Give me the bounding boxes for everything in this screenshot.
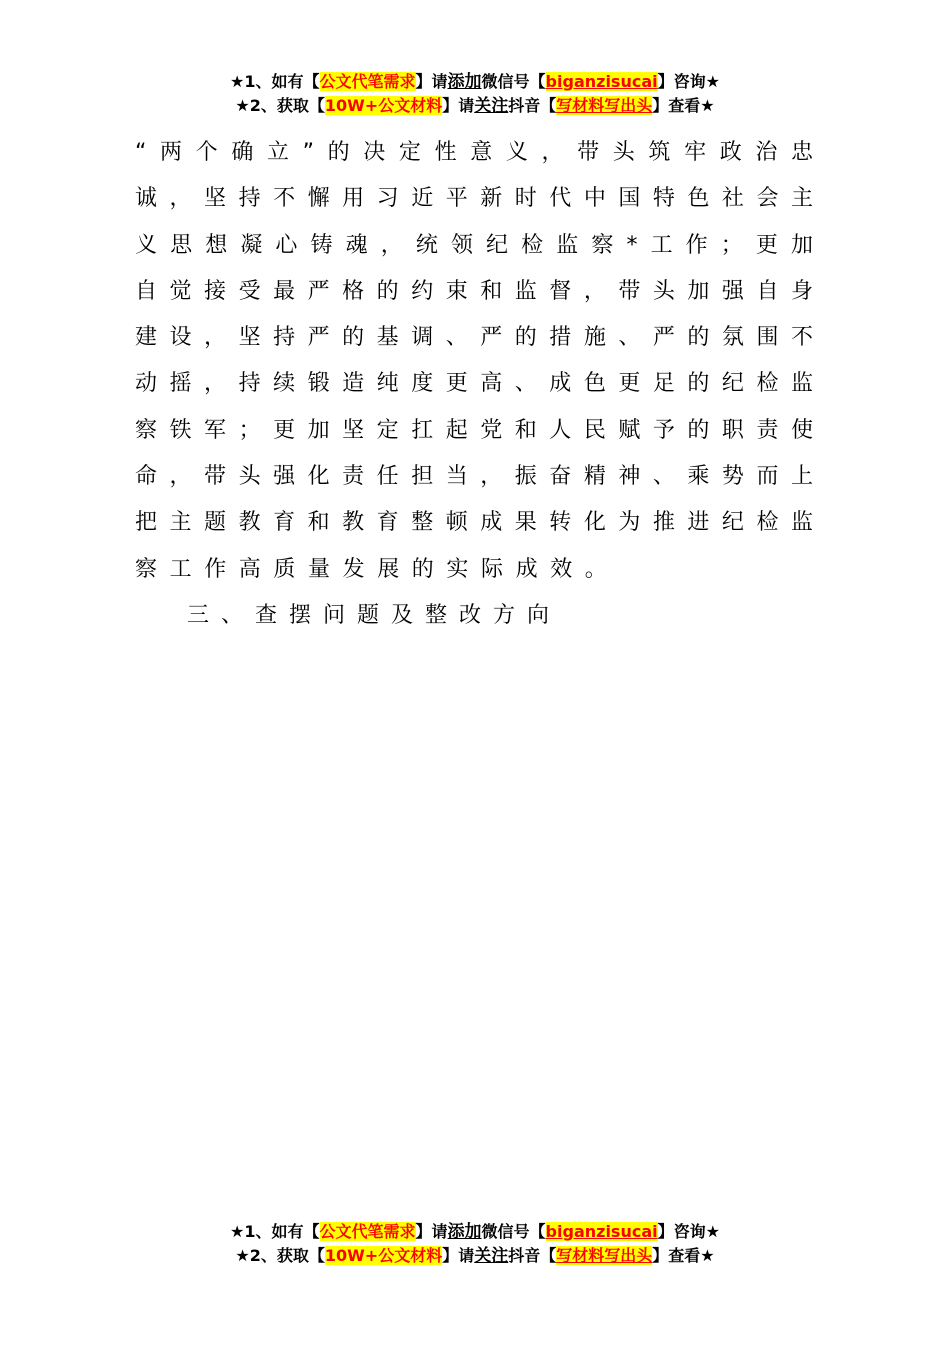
- paragraph-line: 察工作高质量发展的实际成效。: [135, 556, 620, 582]
- paragraph-line: 把主题教育和教育整顿成果转化为推进纪检监: [135, 510, 815, 536]
- banner-text: ★1、如有【: [230, 72, 320, 91]
- banner-text: 】请: [442, 1246, 475, 1265]
- banner-underline: 关注: [474, 96, 509, 116]
- banner-line-2: [0, 1244, 950, 1268]
- banner-underline: 添加: [447, 1222, 482, 1242]
- banner-text: 】请: [442, 96, 475, 115]
- paragraph-line: 察铁军；更加坚定扛起党和人民赋予的职责使: [135, 417, 815, 443]
- banner-text: 抖音【: [508, 96, 557, 115]
- paragraph-line: 义思想凝心铸魂，统领纪检监察*工作；更加: [135, 232, 815, 258]
- banner-text: ★1、如有【: [230, 1222, 320, 1241]
- document-body: [135, 130, 815, 639]
- banner-douyin-id: 写材料写出头: [556, 96, 653, 115]
- banner-line-2: [0, 94, 950, 118]
- paragraph-line: 命，带头强化责任担当，振奋精神、乘势而上: [135, 464, 815, 490]
- paragraph-line: 自觉接受最严格的约束和监督，带头加强自身: [135, 278, 815, 304]
- paragraph-line: 诚，坚持不懈用习近平新时代中国特色社会主: [135, 186, 815, 212]
- banner-underline: 关注: [474, 1246, 509, 1266]
- banner-text: 】咨询★: [657, 1222, 720, 1241]
- paragraph-line: 动摇，持续锻造纯度更高、成色更足的纪检监: [135, 371, 815, 397]
- banner-text: 】请: [415, 1222, 448, 1241]
- banner-wechat-id: biganzisucai: [545, 1222, 658, 1241]
- banner-highlight: 公文代笔需求: [319, 1222, 416, 1241]
- banner-line-1: [0, 70, 950, 94]
- banner-douyin-id: 写材料写出头: [556, 1246, 653, 1265]
- banner-highlight: 10W+公文材料: [324, 96, 443, 115]
- footer-banner: [0, 1220, 950, 1268]
- banner-text: ★2、获取【: [235, 96, 325, 115]
- header-banner: [0, 70, 950, 118]
- banner-wechat-id: biganzisucai: [545, 72, 658, 91]
- banner-text: 微信号【: [481, 1222, 546, 1241]
- banner-text: ★2、获取【: [235, 1246, 325, 1265]
- banner-highlight: 公文代笔需求: [319, 72, 416, 91]
- banner-text: 抖音【: [508, 1246, 557, 1265]
- paragraph-line: “两个确立”的决定性意义，带头筑牢政治忠: [135, 140, 815, 165]
- banner-text: 】咨询★: [657, 72, 720, 91]
- banner-text: 】请: [415, 72, 448, 91]
- banner-text: 】查看★: [652, 1246, 715, 1265]
- paragraph-line: 建设，坚持严的基调、严的措施、严的氛围不: [135, 325, 815, 351]
- banner-text: 微信号【: [481, 72, 546, 91]
- body-paragraph: [135, 130, 815, 593]
- banner-text: 】查看★: [652, 96, 715, 115]
- banner-highlight: 10W+公文材料: [324, 1246, 443, 1265]
- banner-underline: 添加: [447, 72, 482, 92]
- banner-line-1: [0, 1220, 950, 1244]
- section-heading: 三、查摆问题及整改方向: [187, 602, 562, 628]
